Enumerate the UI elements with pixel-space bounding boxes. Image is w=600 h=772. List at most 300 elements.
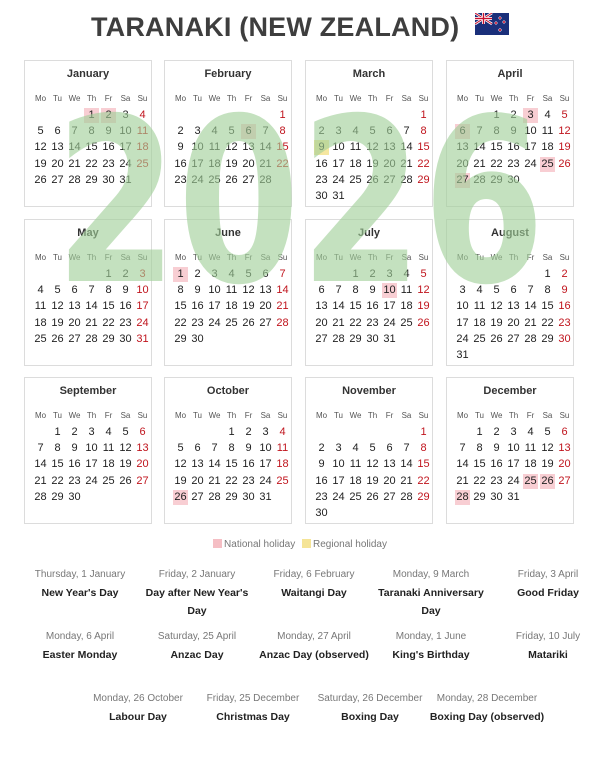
day-cell: 6 [139, 426, 146, 438]
holiday-entry [371, 628, 491, 664]
legend-national [213, 539, 295, 550]
holiday-date: Friday, 2 January [158, 569, 236, 580]
day-cell: 19 [174, 474, 187, 487]
day-cell: 18 [102, 458, 115, 471]
day-cell: 16 [366, 300, 379, 313]
weekday-label: Sa [401, 253, 412, 262]
day-cell: 15 [102, 300, 115, 313]
day-cell: 28 [208, 490, 221, 503]
month-name: November [342, 385, 396, 397]
day-cell: 21 [68, 157, 81, 170]
day-cell: 28 [400, 490, 413, 503]
holiday-date: Friday, 25 December [206, 693, 300, 704]
day-cell: 26 [119, 474, 132, 487]
day-cell: 20 [456, 157, 469, 170]
day-cell: 21 [400, 157, 413, 170]
day-cell: 5 [228, 125, 235, 138]
month-name: October [206, 385, 250, 397]
day-cell: 15 [225, 458, 238, 471]
day-cell: 6 [386, 442, 393, 455]
day-cell: 25 [102, 474, 115, 487]
holiday-entry [254, 628, 374, 664]
day-cell: 12 [490, 300, 503, 313]
day-cell: 3 [523, 108, 538, 123]
weekday-label: Fr [244, 94, 253, 103]
weekday-label: Fr [244, 411, 253, 420]
day-cell: 4 [527, 426, 534, 438]
day-cell: 10 [383, 284, 396, 297]
day-cell: 27 [383, 490, 396, 503]
day-cell: 26 [174, 490, 187, 503]
day-cell: 13 [259, 284, 272, 297]
weekday-label: We [349, 253, 362, 262]
day-cell: 1 [279, 109, 286, 121]
weekday-label: Fr [526, 411, 535, 420]
page-title-text: TARANAKI (NEW ZEALAND) [90, 12, 460, 42]
day-cell: 2 [245, 426, 252, 438]
holiday-date: Friday, 3 April [517, 569, 579, 580]
day-cell: 6 [194, 442, 201, 455]
day-cell: 29 [225, 490, 238, 503]
day-cell: 7 [403, 125, 410, 138]
weekday-label: Th [86, 411, 97, 420]
legend-regional-label: Regional holiday [313, 539, 387, 550]
day-cell: 2 [194, 268, 201, 280]
day-cell: 15 [417, 458, 430, 471]
weekday-label: We [490, 94, 503, 103]
day-cell: 19 [417, 300, 430, 313]
day-cell: 7 [279, 268, 286, 280]
day-cell: 16 [315, 474, 328, 487]
day-cell: 25 [400, 316, 413, 329]
day-cell: 27 [242, 173, 255, 186]
year-watermark-text: 2026 [55, 69, 545, 335]
day-cell: 20 [558, 458, 571, 471]
day-cell: 28 [524, 332, 537, 345]
day-cell: 11 [225, 284, 238, 297]
weekday-label: Sa [260, 94, 271, 103]
day-cell: 2 [369, 268, 376, 280]
day-cell: 22 [102, 316, 115, 329]
day-cell: 6 [241, 124, 256, 139]
day-cell: 3 [211, 268, 218, 280]
weekday-label: Mo [315, 411, 328, 420]
holiday-date: Saturday, 26 December [317, 693, 423, 704]
day-cell: 26 [366, 173, 379, 186]
weekday-label: Mo [456, 253, 469, 262]
day-cell: 8 [476, 442, 483, 455]
day-cell: 27 [315, 332, 328, 345]
day-cell: 16 [507, 141, 520, 154]
day-cell: 4 [403, 268, 410, 280]
day-cell: 27 [383, 173, 396, 186]
day-cell: 3 [88, 426, 95, 438]
weekday-label: Tu [474, 411, 485, 420]
day-cell: 1 [493, 109, 500, 121]
day-cell: 20 [383, 157, 396, 170]
day-cell: 26 [490, 332, 503, 345]
day-cell: 12 [417, 284, 430, 297]
day-cell: 13 [558, 442, 571, 455]
day-cell: 27 [136, 474, 149, 487]
day-cell: 5 [420, 268, 427, 280]
day-cell: 2 [177, 125, 184, 138]
day-cell: 9 [245, 442, 252, 455]
day-cell: 25 [349, 490, 362, 503]
weekday-label: Sa [401, 411, 412, 420]
day-cell: 23 [490, 474, 503, 487]
day-cell: 8 [177, 284, 184, 297]
day-cell: 27 [191, 490, 204, 503]
weekday-label: Sa [401, 94, 412, 103]
day-cell: 11 [473, 300, 486, 313]
weekday-label: We [68, 94, 81, 103]
day-cell: 16 [558, 300, 571, 313]
day-cell: 11 [136, 125, 149, 138]
day-cell: 1 [476, 426, 483, 438]
weekday-label: Su [418, 94, 429, 103]
day-cell: 16 [174, 157, 187, 170]
day-cell: 16 [242, 458, 255, 471]
day-cell: 12 [558, 125, 571, 138]
month-name: July [357, 227, 380, 239]
weekday-label: Su [277, 94, 288, 103]
day-cell: 8 [105, 284, 112, 297]
holiday-entry [20, 566, 140, 602]
day-cell: 10 [524, 125, 537, 138]
day-cell: 12 [242, 284, 255, 297]
weekday-label: Mo [456, 411, 469, 420]
day-cell: 8 [279, 125, 286, 138]
legend-national-label: National holiday [224, 539, 296, 550]
day-cell: 7 [459, 442, 466, 455]
holiday-name: Anzac Day [170, 649, 224, 661]
day-cell: 10 [191, 141, 204, 154]
day-cell: 24 [383, 316, 396, 329]
day-cell: 1 [420, 109, 427, 121]
day-cell: 14 [456, 458, 469, 471]
day-cell: 3 [335, 125, 342, 138]
day-cell: 29 [541, 332, 554, 345]
day-cell: 9 [105, 125, 112, 138]
day-cell: 27 [68, 332, 81, 345]
day-cell: 3 [139, 268, 146, 280]
day-cell: 6 [386, 125, 393, 138]
day-cell: 6 [318, 284, 325, 297]
legend-regional [302, 539, 387, 550]
weekday-label: Sa [120, 411, 131, 420]
day-cell: 10 [332, 141, 345, 154]
weekday-label: Fr [385, 94, 394, 103]
day-cell: 18 [349, 157, 362, 170]
day-cell: 30 [315, 190, 328, 202]
day-cell: 28 [473, 173, 486, 186]
day-cell: 18 [541, 141, 554, 154]
weekday-label: Sa [120, 253, 131, 262]
day-cell: 3 [262, 426, 269, 438]
weekday-label: We [490, 253, 503, 262]
holiday-name: Easter Monday [42, 649, 118, 661]
day-cell: 31 [136, 332, 149, 345]
day-cell: 28 [276, 316, 289, 329]
day-cell: 30 [558, 332, 571, 345]
holiday-date: Monday, 9 March [392, 569, 470, 580]
holiday-name: Christmas Day [216, 711, 290, 723]
day-cell: 10 [259, 442, 272, 455]
weekday-label: Fr [104, 411, 113, 420]
holiday-entry [254, 566, 374, 602]
day-cell: 20 [242, 157, 255, 170]
day-cell: 9 [194, 284, 201, 297]
weekday-label: Th [226, 411, 237, 420]
holiday-entry [137, 628, 257, 664]
weekday-label: We [490, 411, 503, 420]
month-june [164, 219, 292, 366]
weekday-label: Tu [192, 411, 203, 420]
day-cell: 30 [68, 490, 81, 503]
day-cell: 2 [101, 108, 116, 123]
day-cell: 14 [259, 141, 272, 154]
day-cell: 20 [136, 458, 149, 471]
day-cell: 23 [102, 157, 115, 170]
day-cell: 9 [122, 284, 129, 297]
month-name: March [352, 68, 386, 80]
day-cell: 31 [456, 349, 469, 361]
day-cell: 10 [507, 442, 520, 455]
day-cell: 15 [490, 141, 503, 154]
weekday-label: We [208, 94, 221, 103]
day-cell: 17 [136, 300, 149, 313]
weekday-label: Fr [385, 411, 394, 420]
day-cell: 29 [490, 173, 503, 186]
holiday-name: Day after New Year's Day [145, 587, 249, 617]
day-cell: 17 [85, 458, 98, 471]
day-cell: 10 [119, 125, 132, 138]
day-cell: 9 [561, 284, 568, 297]
day-cell: 28 [332, 332, 345, 345]
day-cell: 30 [507, 173, 520, 186]
day-cell: 23 [366, 316, 379, 329]
day-cell: 13 [383, 141, 396, 154]
day-cell: 25 [524, 474, 537, 487]
day-cell: 18 [276, 458, 289, 471]
day-cell: 7 [527, 284, 534, 297]
day-cell: 1 [420, 426, 427, 438]
day-cell: 4 [544, 109, 551, 121]
day-cell: 25 [136, 157, 149, 170]
weekday-label: Fr [526, 253, 535, 262]
day-cell: 5 [177, 442, 184, 455]
holiday-name: Anzac Day (observed) [259, 649, 369, 661]
new-zealand-flag-icon [475, 13, 509, 35]
weekday-label: Sa [260, 253, 271, 262]
holiday-entry [488, 566, 600, 602]
day-cell: 4 [476, 284, 483, 297]
day-cell: 25 [349, 173, 362, 186]
day-cell: 9 [369, 284, 376, 297]
weekday-label: Th [367, 411, 378, 420]
day-cell: 15 [276, 141, 289, 154]
holiday-name: Waitangi Day [281, 587, 347, 599]
day-cell: 22 [225, 474, 238, 487]
day-cell: 27 [51, 173, 64, 186]
day-cell: 5 [245, 268, 252, 280]
weekday-label: Tu [52, 94, 63, 103]
day-cell: 24 [332, 490, 345, 503]
weekday-label: Th [508, 253, 519, 262]
day-cell: 11 [34, 300, 47, 313]
day-cell: 8 [420, 125, 427, 138]
day-cell: 28 [34, 490, 47, 503]
day-cell: 13 [191, 458, 204, 471]
holiday-entry [427, 690, 547, 726]
holiday-date: Friday, 10 July [515, 631, 581, 642]
day-cell: 8 [88, 125, 95, 138]
weekday-label: Su [559, 253, 570, 262]
legend-national-swatch [213, 539, 222, 548]
day-cell: 19 [34, 157, 47, 170]
weekday-label: Th [508, 94, 519, 103]
day-cell: 20 [51, 157, 64, 170]
weekday-label: Mo [34, 253, 47, 262]
day-cell: 9 [493, 442, 500, 455]
day-cell: 17 [191, 157, 204, 170]
day-cell: 14 [473, 141, 486, 154]
day-cell: 4 [37, 284, 44, 297]
day-cell: 12 [225, 141, 238, 154]
day-cell: 4 [228, 268, 235, 280]
day-cell: 20 [507, 316, 520, 329]
day-cell: 16 [191, 300, 204, 313]
day-cell: 20 [191, 474, 204, 487]
weekday-label: Tu [192, 253, 203, 262]
holiday-date: Monday, 1 June [395, 631, 467, 642]
day-cell: 18 [208, 157, 221, 170]
day-cell: 3 [459, 284, 466, 297]
day-cell: 31 [119, 173, 132, 186]
day-cell: 1 [105, 268, 112, 280]
weekday-label: Tu [192, 94, 203, 103]
day-cell: 7 [71, 125, 78, 138]
day-cell: 8 [352, 284, 359, 297]
weekday-label: Su [418, 411, 429, 420]
day-cell: 6 [54, 125, 61, 138]
day-cell: 19 [366, 157, 379, 170]
day-cell: 1 [228, 426, 235, 438]
weekday-label: Th [226, 94, 237, 103]
day-cell: 22 [417, 157, 430, 170]
day-cell: 28 [68, 173, 81, 186]
day-cell: 22 [51, 474, 64, 487]
day-cell: 5 [544, 426, 551, 438]
day-cell: 24 [259, 474, 272, 487]
day-cell: 9 [314, 140, 329, 155]
day-cell: 21 [473, 157, 486, 170]
weekday-label: Th [367, 94, 378, 103]
day-cell: 23 [315, 490, 328, 503]
day-cell: 5 [54, 284, 61, 297]
day-cell: 10 [85, 442, 98, 455]
weekday-label: Mo [456, 94, 469, 103]
day-cell: 14 [276, 284, 289, 297]
holiday-entry [20, 628, 140, 664]
day-cell: 11 [400, 284, 413, 297]
day-cell: 17 [259, 458, 272, 471]
day-cell: 24 [332, 173, 345, 186]
day-cell: 19 [119, 458, 132, 471]
month-december [446, 377, 574, 524]
holiday-name: New Year's Day [41, 587, 119, 599]
day-cell: 11 [349, 141, 362, 154]
day-cell: 14 [85, 300, 98, 313]
weekday-label: Sa [542, 253, 553, 262]
month-name: February [204, 68, 252, 80]
day-cell: 12 [541, 442, 554, 455]
day-cell: 18 [225, 300, 238, 313]
weekday-label: Mo [315, 253, 328, 262]
weekday-label: Fr [526, 94, 535, 103]
day-cell: 2 [493, 426, 500, 438]
day-cell: 9 [510, 125, 517, 138]
month-name: December [483, 385, 537, 397]
day-cell: 13 [51, 141, 64, 154]
day-cell: 25 [473, 332, 486, 345]
day-cell: 7 [211, 442, 218, 455]
weekday-label: Tu [333, 411, 344, 420]
day-cell: 17 [507, 458, 520, 471]
day-cell: 31 [259, 490, 272, 503]
day-cell: 31 [332, 190, 345, 202]
day-cell: 21 [276, 300, 289, 313]
weekday-label: Mo [315, 94, 328, 103]
day-cell: 24 [524, 157, 537, 170]
day-cell: 14 [332, 300, 345, 313]
day-cell: 8 [544, 284, 551, 297]
day-cell: 26 [558, 157, 571, 170]
month-september [24, 377, 152, 524]
day-cell: 6 [455, 124, 470, 139]
day-cell: 11 [349, 458, 362, 471]
holiday-entry [193, 690, 313, 726]
day-cell: 19 [366, 474, 379, 487]
month-may [24, 219, 152, 366]
day-cell: 1 [84, 108, 99, 123]
day-cell: 30 [102, 173, 115, 186]
day-cell: 18 [136, 141, 149, 154]
weekday-label: Su [277, 411, 288, 420]
weekday-label: Su [137, 94, 148, 103]
day-cell: 13 [456, 141, 469, 154]
day-cell: 22 [276, 157, 289, 170]
month-april [446, 60, 574, 207]
day-cell: 26 [417, 316, 430, 329]
day-cell: 8 [228, 442, 235, 455]
day-cell: 24 [191, 173, 204, 186]
day-cell: 19 [541, 458, 554, 471]
day-cell: 25 [541, 157, 554, 170]
day-cell: 16 [68, 458, 81, 471]
day-cell: 7 [88, 284, 95, 297]
weekday-label: We [208, 411, 221, 420]
day-cell: 15 [417, 141, 430, 154]
month-name: September [59, 385, 117, 397]
day-cell: 3 [335, 442, 342, 455]
day-cell: 22 [417, 474, 430, 487]
holiday-date: Monday, 6 April [45, 631, 115, 642]
day-cell: 23 [68, 474, 81, 487]
day-cell: 21 [524, 316, 537, 329]
day-cell: 3 [510, 426, 517, 438]
